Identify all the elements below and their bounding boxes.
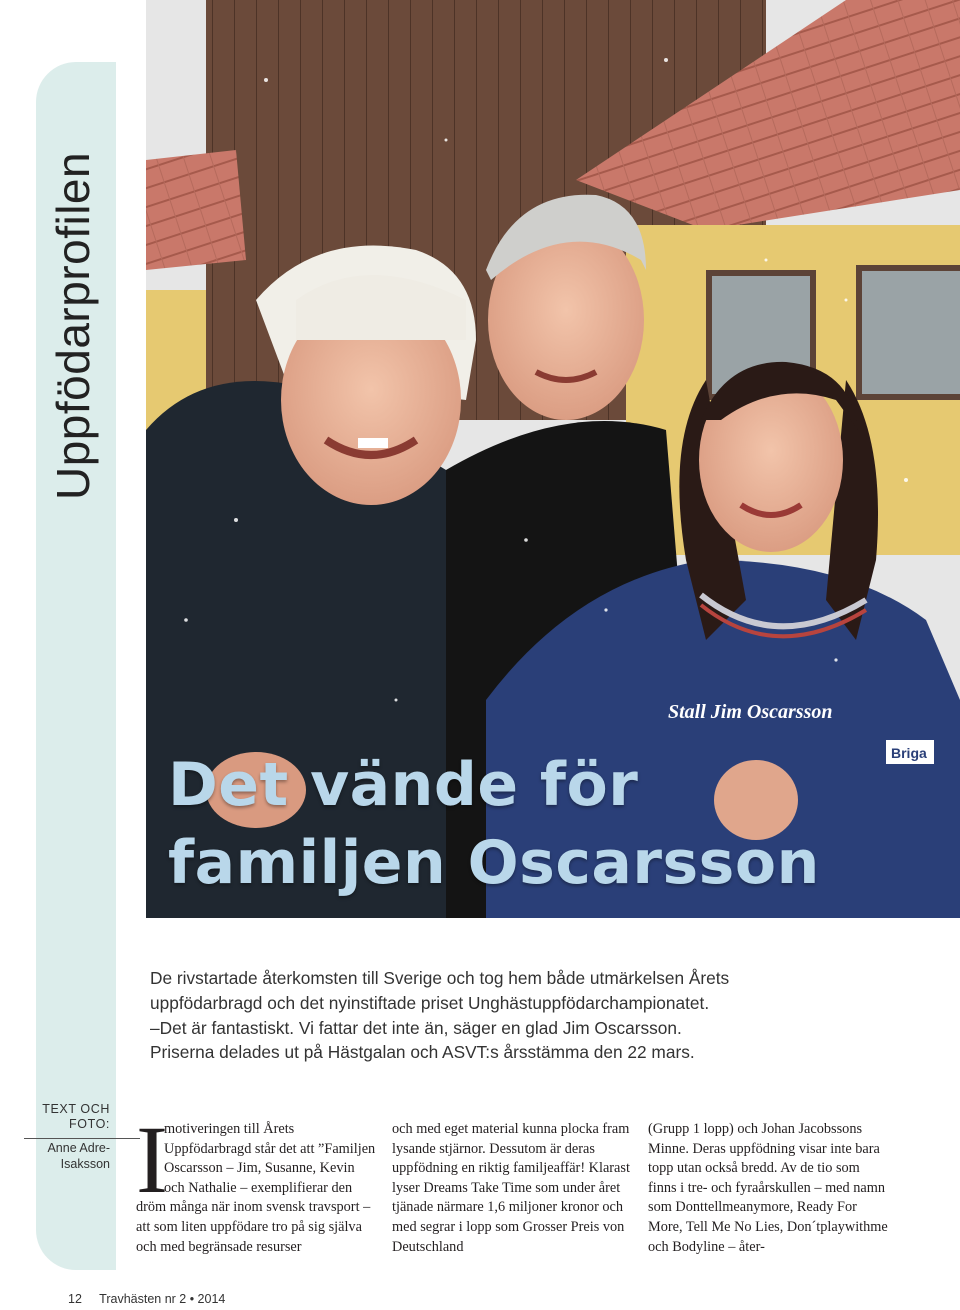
body-column-3: [648, 1120, 888, 1257]
byline-divider: [24, 1138, 140, 1139]
publication-name: Travhästen nr 2 • 2014: [99, 1292, 226, 1306]
byline-name: Anne Adre-Isaksson: [47, 1141, 110, 1171]
jacket-badge: Briga: [891, 745, 927, 761]
body-text: motiveringen till Årets Uppfödarbragd står det att ”Familjen Oscarsson – Jim, Susanne, Kevin och Nathalie – exemplifierar den dröm många när inom svensk travsport – att som liten uppfödare tro på sig själva och med begränsade resurser: [136, 1121, 376, 1255]
body-text: och med eget material kunna plocka fram lysande stjärnor. Dessutom är deras uppfödning en riktig familjeaffär! Klarast lyser Dreams Take Time som under året tjänade närmare 1,6 miljoner kronor och med segrar i lopp som Grosser Preis von Deutschland: [392, 1121, 630, 1255]
page-footer: [68, 1292, 225, 1306]
ingress-line: –Det är fantastiskt. Vi fattar det inte än, säger en glad Jim Oscarsson.: [150, 1017, 682, 1038]
section-title: Uppfödarprofilen: [47, 151, 99, 500]
body-column-1: [136, 1106, 376, 1257]
body-column-2: [392, 1120, 632, 1257]
ingress-line: De rivstartade återkomsten till Sverige och tog hem både utmärkelsen Årets: [150, 968, 730, 988]
ingress-line: Priserna delades ut på Hästgalan och ASVT:s årsstämma den 22 mars.: [150, 1042, 695, 1063]
headline: [168, 746, 948, 902]
headline-line-2: familjen Oscarsson: [168, 828, 820, 898]
page-number: 12: [68, 1292, 82, 1306]
drop-cap: I: [136, 1106, 168, 1213]
body-text: (Grupp 1 lopp) och Johan Jacobssons Minne. Deras uppfödning visar inte bara topp utan också bredd. Av de tio som finns i tre- och fyraårskullen – med namn som Donttellmeanymore, Ready For More, Tell Me No Lies, Don´tplaywithme och Bodyline – åter-: [648, 1121, 888, 1255]
ingress: [150, 966, 770, 1065]
jacket-logo: Stall Jim Oscarsson: [668, 701, 833, 723]
byline-label: TEXT OCH FOTO:: [42, 1102, 110, 1131]
ingress-line: uppfödarbragd och det nyinstiftade priset Unghästuppfödarchampionatet.: [150, 992, 710, 1013]
byline: [24, 1102, 110, 1172]
headline-line-1: Det vände för: [168, 750, 639, 820]
